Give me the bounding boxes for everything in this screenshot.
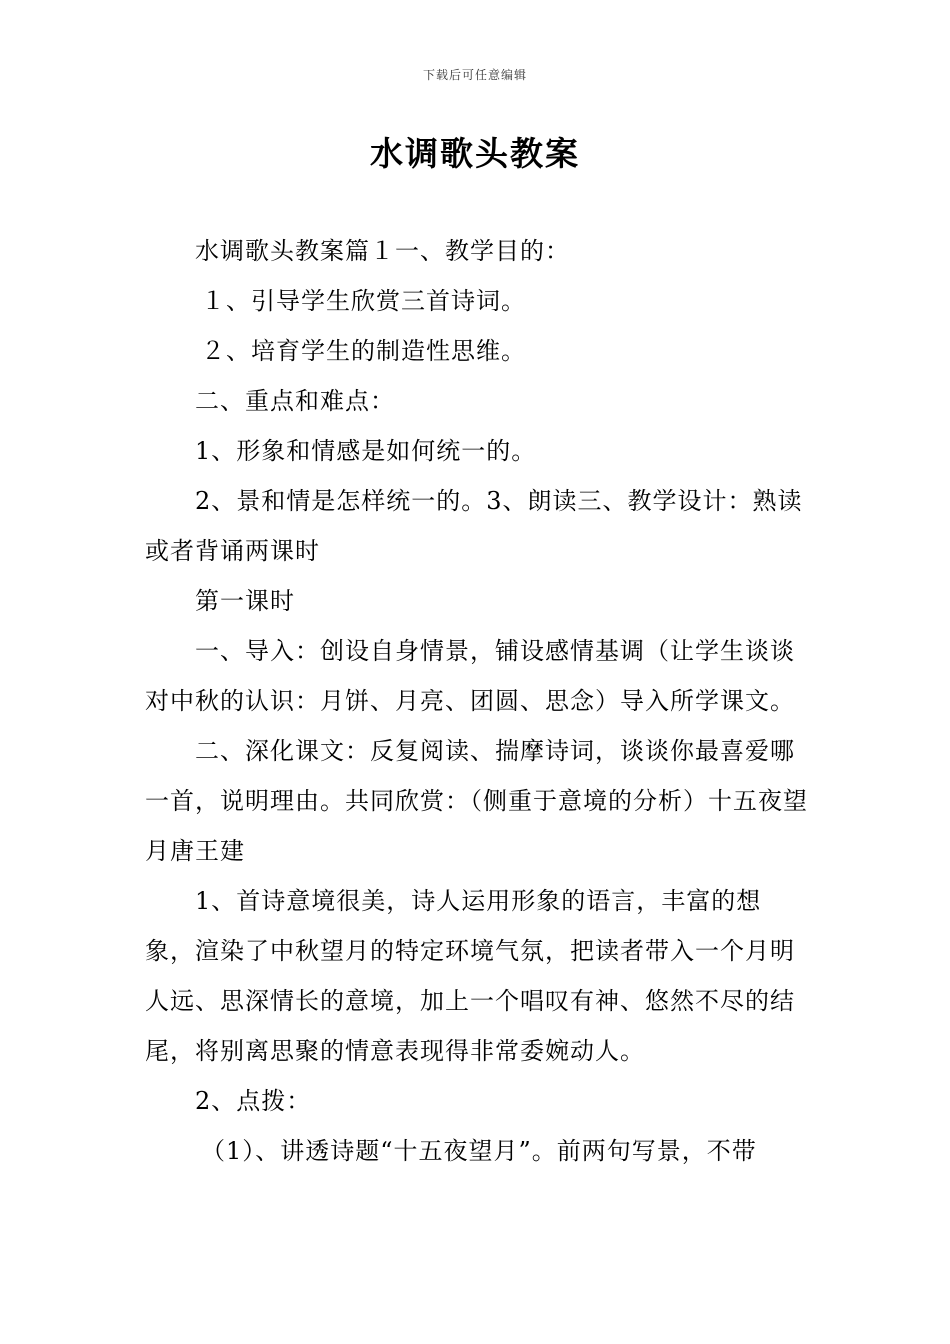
paragraph-goal-1: １、引导学生欣赏三首诗词。 [201, 287, 526, 315]
paragraph-poem-analysis: 1、首诗意境很美，诗人运用形象的语言，丰富的想象，渲染了中秋望月的特定环境气氛，把读者带入一个月明人远、思深情长的意境，加上一个唱叹有神、悠然不尽的结尾，将别离思聚的情意表现得非常委婉动人。 [145, 887, 795, 1065]
paragraph-goal-2: ２、培育学生的制造性思维。 [201, 337, 526, 365]
document-body [145, 226, 810, 1176]
document-title: 水调歌头教案 [370, 134, 580, 173]
paragraph-key-point-1: 1、形象和情感是如何统一的。 [195, 437, 537, 465]
paragraph-guidance-1: （1）、讲透诗题“十五夜望月”。前两句写景，不带 [201, 1137, 757, 1165]
paragraph-teaching-goals: 水调歌头教案篇１一、教学目的： [195, 237, 570, 265]
header-note: 下载后可任意编辑 [422, 68, 527, 82]
paragraph-deepen-text: 二、深化课文：反复阅读、揣摩诗词，谈谈你最喜爱哪一首，说明理由。共同欣赏：（侧重于意境的分析）十五夜望月唐王建 [145, 737, 808, 865]
paragraph-guidance-heading: 2、点拨： [195, 1087, 312, 1115]
paragraph-key-point-2: 2、景和情是怎样统一的。3、朗读三、教学设计：熟读或者背诵两课时 [145, 487, 803, 565]
paragraph-lesson-one-heading: 第一课时 [195, 587, 295, 615]
paragraph-introduction: 一、导入：创设自身情景，铺设感情基调（让学生谈谈对中秋的认识：月饼、月亮、团圆、思念）导入所学课文。 [145, 637, 795, 715]
paragraph-key-points-heading: 二、重点和难点： [195, 387, 395, 415]
